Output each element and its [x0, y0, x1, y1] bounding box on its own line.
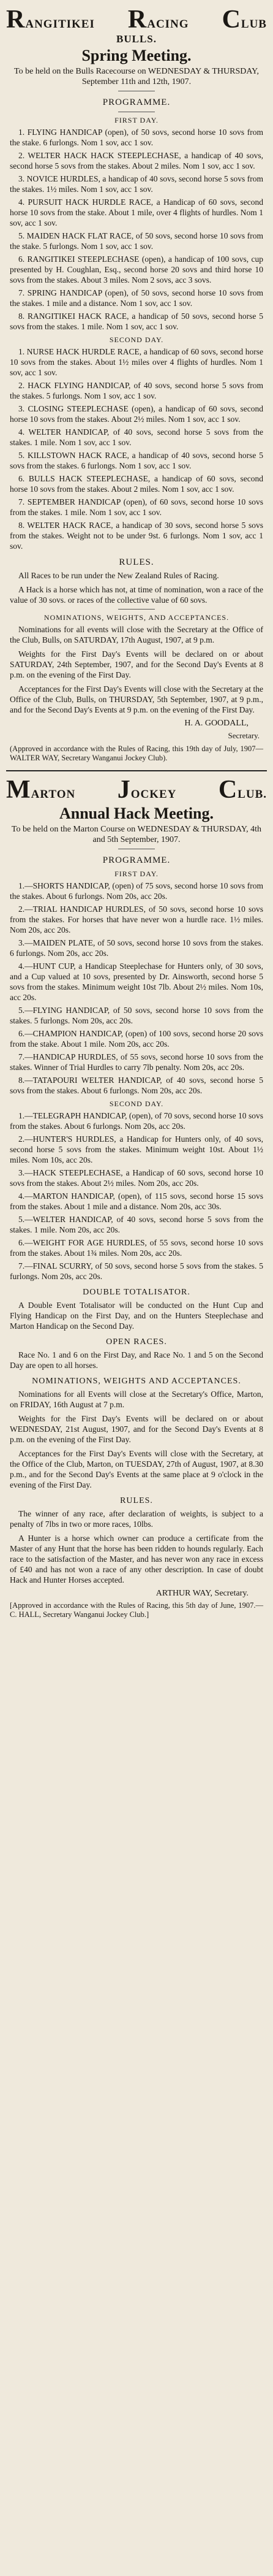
marton-jockey-club-ad — [6, 776, 267, 1619]
race-entry: 6. BULLS HACK STEEPLECHASE, a handicap of 60 sovs, second horse 10 sovs from the stakes. About 2 miles. Nom 1 sov, acc 1 sov. — [10, 474, 263, 494]
race-entry: 1.—TELEGRAPH HANDICAP, (open), of 70 sovs, second horse 10 sovs from the stakes. About 6 furlongs. Nom 20s, acc 20s. — [10, 1111, 263, 1131]
nomination-paragraph: Weights for the First Day's Events will be declared on or about WEDNESDAY, 21st August, 1907, and for the Second Day's Events at 8 p.m. on the evening of the First Day. — [10, 1414, 263, 1444]
divider-rule — [118, 609, 155, 610]
race-entry: 7.—HANDICAP HURDLES, of 55 sovs, second horse 10 sovs from the stakes. Winner of Trial Hurdles to carry 7lb penalty. Nom 20s, acc 20s. — [10, 1052, 263, 1072]
nomination-paragraph: Nominations for all Events will close at the Secretary's Office, Marton, on FRIDAY, 16th August at 7 p.m. — [10, 1389, 263, 1409]
nomination-paragraph: Nominations for all events will close with the Secretary at the Office of the Club, Bulls, on SATURDAY, 17th August, 1907, at 9 p.m. — [10, 625, 263, 644]
second-day-heading: SECOND DAY. — [109, 335, 164, 344]
race-entry: 1. FLYING HANDICAP (open), of 50 sovs, second horse 10 sovs from the stake. 6 furlongs. Nom 1 sov, acc 1 sov. — [10, 128, 263, 147]
secretary-signature: ARTHUR WAY, Secretary. — [155, 1589, 249, 1598]
club-title: RANGITIKEI RACING CLUB — [6, 6, 267, 34]
meeting-dates: To be held on the Bulls Racecourse on WEDNESDAY & THURSDAY, September 11th and 12th, 1907. — [14, 67, 259, 86]
rule-paragraph: A Hack is a horse which has not, at time of nomination, won a race of the value of 30 sovs. or races of the collective value of 60 sovs. — [10, 585, 263, 605]
rules-list — [6, 570, 267, 605]
rules-heading: RULES. — [120, 1496, 153, 1505]
first-day-races — [6, 127, 267, 332]
race-entry: 1.—SHORTS HANDICAP, (open) of 75 sovs, second horse 10 sovs from the stakes. About 6 furlongs. Nom 20s, acc 20s. — [10, 881, 263, 901]
race-entry: 8. WELTER HACK RACE, a handicap of 30 sovs, second horse 5 sovs from the stakes. Weight not to be under 9st. 6 furlongs. Nom 1 sov, acc 1 sov. — [10, 521, 263, 551]
race-entry: 7. SEPTEMBER HANDICAP (open), of 60 sovs, second horse 10 sovs from the stakes. 1 mile. Nom 1 sov, acc 1 sov. — [10, 497, 263, 517]
race-entry: 6. RANGITIKEI STEEPLECHASE (open), a handicap of 100 sovs, cup presented by H. Coughlan, Esq., second horse 20 sovs and third horse 10 sovs from the stakes. About 3 miles. Nom 2 sovs, acc 3 sovs. — [10, 254, 263, 285]
nomination-paragraph: Weights for the First Day's Events will be declared on or about SATURDAY, 24th September, 1907, and for the Second Day's Events at 8 p.m. on the evening of the First Day. — [10, 649, 263, 679]
rule-paragraph: The winner of any race, after declaration of weights, is subject to a penalty of 7lbs in two or more races, 10lbs. — [10, 1509, 263, 1529]
nomination-paragraph: Acceptances for the First Day's Events will close with the Secretary at the Office of the Club, Bulls, on THURSDAY, 5th September, 1907, at 9 p.m., and for the Second Day's Events at 9 p.m. on the evening of the First Day. — [10, 684, 263, 714]
race-entry: 7. SPRING HANDICAP (open), of 50 sovs, second horse 10 sovs from the stakes. 1 mile and a distance. Nom 1 sov, acc 1 sov. — [10, 288, 263, 308]
meeting-title: Spring Meeting. — [81, 47, 192, 64]
rules-list — [6, 1508, 267, 1585]
approval-note: (Approved in accordance with the Rules of Racing, this 19th day of July, 1907—WALTER WAY, Secretary Wanganui Jockey Club). — [10, 744, 263, 762]
race-entry: 5.—FLYING HANDICAP, of 50 sovs, second horse 10 sovs from the stakes. 5 furlongs. Nom 20s, acc 20s. — [10, 1006, 263, 1025]
race-entry: 1. NURSE HACK HURDLE RACE, a handicap of 60 sovs, second horse 10 sovs from the stakes. About 1½ miles over 4 flights of hurdles. Nom 1 sov, acc 1 sov. — [10, 347, 263, 377]
programme-heading: PROGRAMME. — [102, 97, 171, 107]
rule-paragraph: All Races to be run under the New Zealand Rules of Racing. — [18, 571, 219, 580]
race-entry: 2.—TRIAL HANDICAP HURDLES, of 50 sovs, second horse 10 sovs from the stakes. For horses that have never won a hurdle race. 1½ miles. Nom 20s, acc 20s. — [10, 904, 263, 934]
second-day-races — [6, 1110, 267, 1282]
race-entry: 3. NOVICE HURDLES, a handicap of 40 sovs, second horse 5 sovs from the stakes. 1½ miles. Nom 1 sov, acc 1 sov. — [10, 174, 263, 194]
ad-separator — [6, 770, 267, 771]
open-races-heading: OPEN RACES. — [106, 1337, 167, 1347]
club-title: MARTON JOCKEY CLUB. — [6, 776, 267, 804]
newspaper-page — [6, 0, 267, 1619]
race-entry: 2. WELTER HACK HACK STEEPLECHASE, a handicap of 40 sovs, second horse 5 sovs from the stakes. About 2 miles. Nom 1 sov, acc 1 sov. — [10, 151, 263, 170]
rangitikei-racing-club-ad — [6, 6, 267, 763]
race-entry: 8. RANGITIKEI HACK RACE, a handicap of 50 sovs, second horse 5 sovs from the stakes. 1 mile. Nom 1 sov, acc 1 sov. — [10, 311, 263, 331]
programme-heading: PROGRAMME. — [102, 855, 171, 865]
race-entry: 3.—MAIDEN PLATE, of 50 sovs, second horse 10 sovs from the stakes. 6 furlongs. Nom 20s, acc 20s. — [10, 938, 263, 958]
ad-header — [6, 776, 267, 823]
nominations-heading: NOMINATIONS, WEIGHTS AND ACCEPTANCES. — [32, 1377, 241, 1386]
first-day-heading: FIRST DAY. — [114, 869, 159, 878]
club-location: BULLS. — [116, 33, 157, 45]
race-entry: 8.—TATAPOURI WELTER HANDICAP, of 40 sovs, second horse 5 sovs from the stakes. About 6 furlongs. Nom 20s, acc 20s. — [10, 1076, 263, 1095]
race-entry: 4. PURSUIT HACK HURDLE RACE, a Handicap of 60 sovs, second horse 10 sovs from the stake. About 1 mile, over 4 flights of hurdles. Nom 1 sov, acc 1 sov. — [10, 197, 263, 227]
secretary-role: Secretary. — [228, 731, 260, 740]
secretary-signature: H. A. GOODALL, — [184, 719, 249, 728]
race-entry: 3. CLOSING STEEPLECHASE (open), a handicap of 60 sovs, second horse 10 sovs from the stakes. About 2½ miles. Nom 1 sov, acc 1 sov. — [10, 404, 263, 424]
race-entry: 6.—WEIGHT FOR AGE HURDLES, of 55 sovs, second horse 10 sovs from the stakes. About 1¾ miles. Nom 20s, acc 20s. — [10, 1238, 263, 1258]
race-entry: 6.—CHAMPION HANDICAP, (open) of 100 sovs, second horse 20 sovs from the stake. About 1 mile. Nom 20s, acc 20s. — [10, 1029, 263, 1049]
rules-heading: RULES. — [119, 557, 154, 567]
nominations-list — [6, 624, 267, 715]
first-day-heading: FIRST DAY. — [114, 116, 159, 124]
second-day-races — [6, 346, 267, 551]
rule-paragraph: A Hunter is a horse which owner can produce a certificate from the Master of any Hunt that the horse has been ridden to hounds regularly. Each race to the satisfaction of the Master, and has never won any race in excess of £40 and has not won a race of any other description. In case of doubt Hack and Hunter Horses accepted. — [10, 1534, 263, 1584]
race-entry: 2. HACK FLYING HANDICAP, of 40 sovs, second horse 5 sovs from the stakes. 5 furlongs. Nom 1 sov, acc 1 sov. — [10, 381, 263, 400]
second-day-heading: SECOND DAY. — [109, 1099, 164, 1108]
race-entry: 5.—WELTER HANDICAP, of 40 sovs, second horse 5 sovs from the stakes. 1 mile. Nom 20s, acc 20s. — [10, 1215, 263, 1234]
race-entry: 3.—HACK STEEPLECHASE, a Handicap of 60 sovs, second horse 10 sovs from the stakes. About 2½ miles. Nom 20s, acc 20s. — [10, 1168, 263, 1188]
race-entry: 4.—MARTON HANDICAP, (open), of 115 sovs, second horse 15 sovs from the stakes. About 1 mile and a distance. Nom 20s, acc 30s. — [10, 1191, 263, 1211]
nominations-list — [6, 1389, 267, 1490]
totalisator-text: A Double Event Totalisator will be conducted on the Hunt Cup and Flying Handicap on the First Day, and on the Hunters Steeplechase and Marton Handicap on the Second Day. — [10, 1301, 263, 1331]
race-entry: 5. KILLSTOWN HACK RACE, a handicap of 40 sovs, second horse 5 sovs from the stakes. 6 furlongs. Nom 1 sov, acc 1 sov. — [10, 451, 263, 470]
meeting-title: Annual Hack Meeting. — [59, 805, 214, 822]
race-entry: 4. WELTER HANDICAP, of 40 sovs, second horse 5 sovs from the stakes. 1 mile. Nom 1 sov, acc 1 sov. — [10, 427, 263, 447]
approval-note: [Approved in accordance with the Rules of Racing, this 5th day of June, 1907.—C. HALL, Secretary Wanganui Jockey Club.] — [10, 1601, 263, 1619]
race-entry: 4.—HUNT CUP, a Handicap Steeplechase for Hunters only, of 30 sovs, and a Cup valued at 10 sovs, presented by Dr. Ainsworth, second horse 5 sovs from the stakes. Minimum weight 10st 7lb. About 2½ miles. Nom 10s, acc 20s. — [10, 961, 263, 1002]
meeting-dates: To be held on the Marton Course on WEDNESDAY & THURSDAY, 4th and 5th September, 1907. — [11, 825, 262, 844]
totalisator-heading: DOUBLE TOTALISATOR. — [83, 1288, 190, 1297]
race-entry: 2.—HUNTER'S HURDLES, a Handicap for Hunters only, of 40 sovs, second horse 5 sovs from the stakes. Minimum weight 10st. About 1½ miles. Nom 10s, acc 20s. — [10, 1134, 263, 1164]
race-entry: 5. MAIDEN HACK FLAT RACE, of 50 sovs, second horse 10 sovs from the stake. 5 furlongs. Nom 1 sov, acc 1 sov. — [10, 231, 263, 251]
race-entry: 7.—FINAL SCURRY, of 50 sovs, second horse 5 sovs from the stakes. 5 furlongs. Nom 20s, acc 20s. — [10, 1261, 263, 1281]
nominations-heading: NOMINATIONS, WEIGHTS, AND ACCEPTANCES. — [43, 613, 230, 622]
first-day-races — [6, 881, 267, 1096]
nomination-paragraph: Acceptances for the First Day's Events will close with the Secretary, at the Office of the Club, Marton, on TUESDAY, 27th of August, 1907, at 8.30 p.m., and for the Second Day's Events at the same place at 9 o'clock in the evening of the First Day. — [10, 1449, 263, 1489]
open-races-text: Race No. 1 and 6 on the First Day, and Race No. 1 and 5 on the Second Day are open to all horses. — [10, 1350, 263, 1370]
ad-header — [6, 6, 267, 65]
